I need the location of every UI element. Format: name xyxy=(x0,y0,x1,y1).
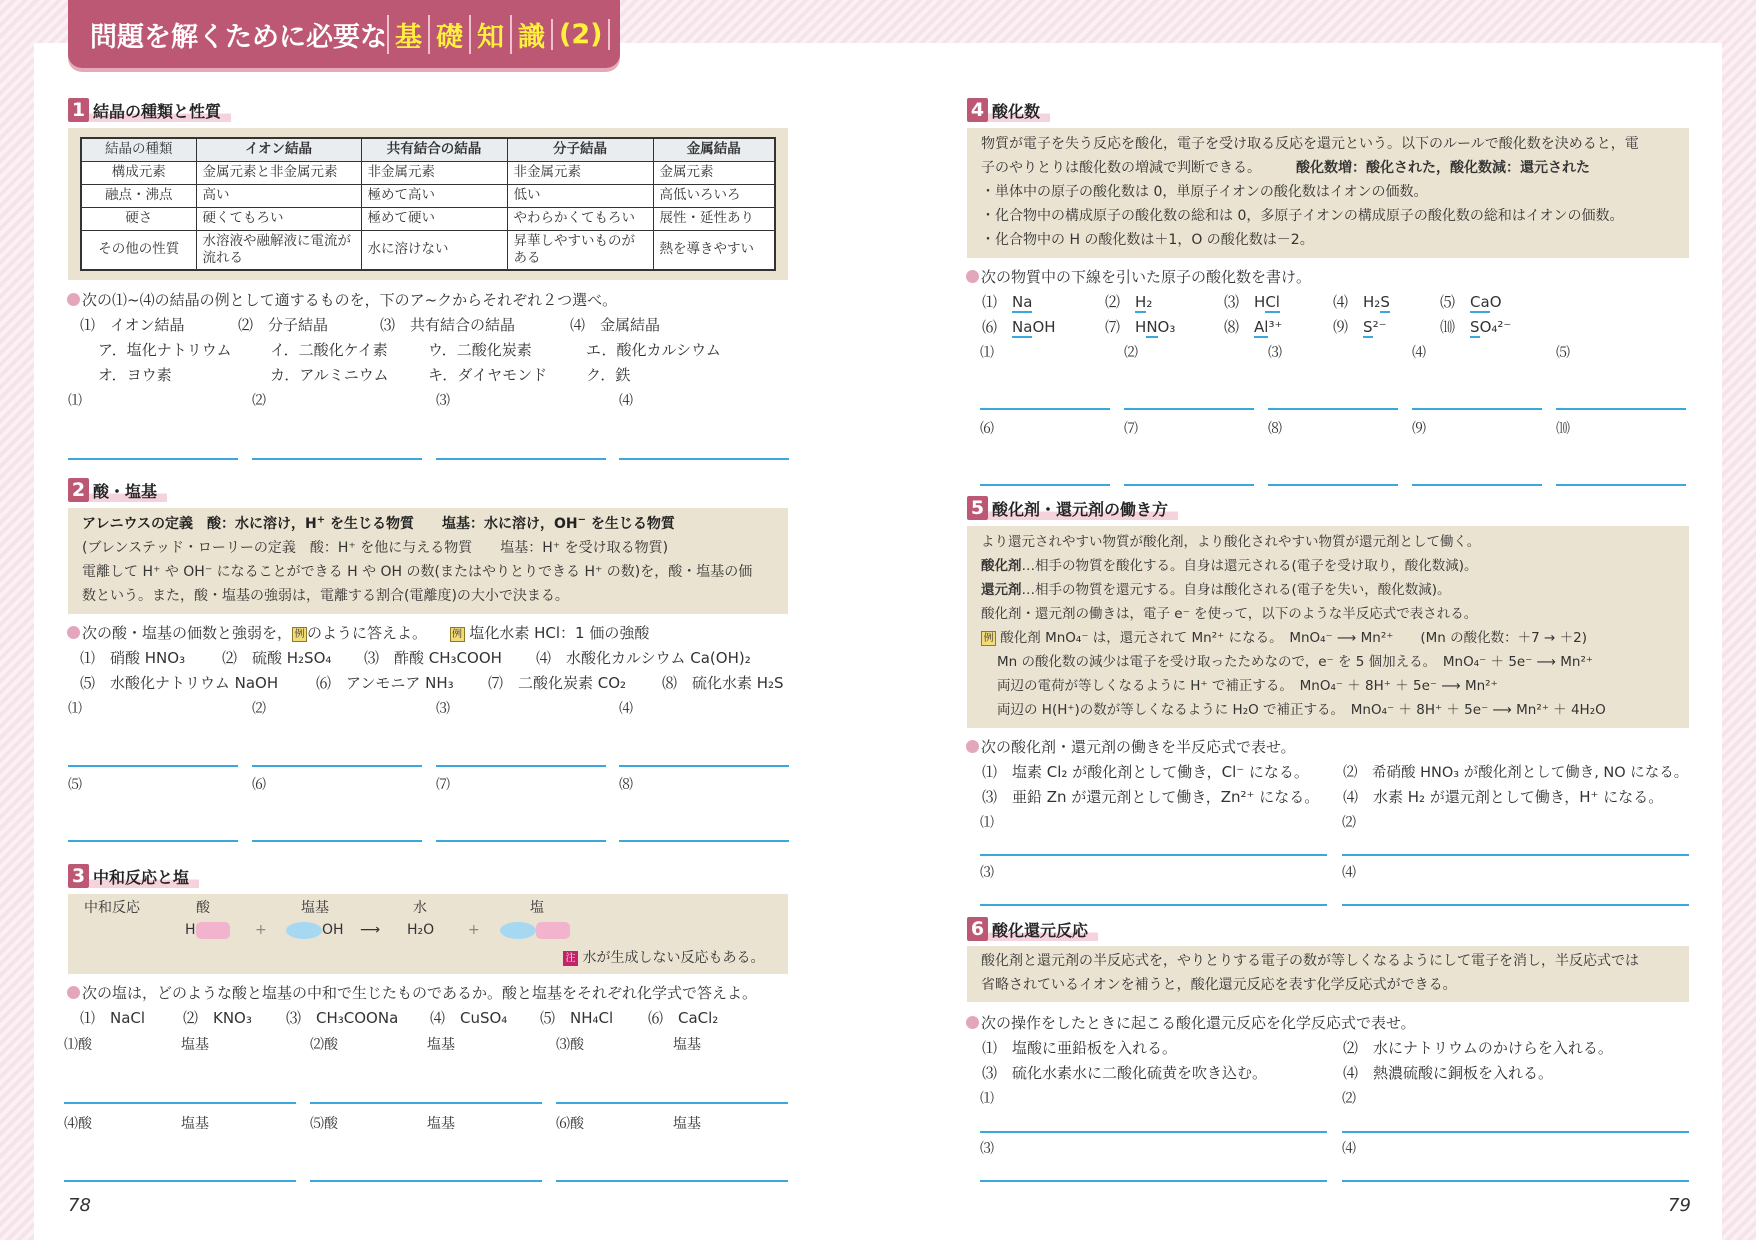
example-line: 両辺の電荷が等しくなるように H⁺ で補正する。 MnO₄⁻ ＋ 8H⁺ ＋ 5e⁻ ⟶ Mn²⁺ xyxy=(997,678,1498,694)
salt-formula xyxy=(500,918,570,942)
h-text: H xyxy=(185,922,196,938)
section-title: 酸・塩基 xyxy=(89,479,167,502)
table-header: 金属結晶 xyxy=(653,138,775,161)
question-text: 次の酸・塩基の価数と強弱を， xyxy=(82,624,293,642)
item: ⑵ 硫酸 H₂SO₄ xyxy=(222,649,332,667)
page-number-right: 79 xyxy=(1668,1195,1691,1216)
section-6-info-box xyxy=(967,946,1689,1002)
choice: カ．アルミニウム xyxy=(270,366,389,384)
item: ⑶ CH₃COONa xyxy=(286,1009,399,1027)
example-mark-icon: 例 xyxy=(450,627,465,642)
acid-label: 酸 xyxy=(196,900,210,916)
answer-label: ⑷ xyxy=(1412,345,1426,361)
arrhenius-definition: アレニウスの定義 酸：水に溶け，H+ を生じる物質 塩基：水に溶け，OH− を生じる物質 xyxy=(82,514,675,532)
bullet-icon xyxy=(966,1016,979,1029)
section-5-question xyxy=(966,736,1296,757)
question-text: 次の塩は，どのような酸と塩基の中和で生じたものであるか。酸と塩基をそれぞれ化学式で答えよ。 xyxy=(82,984,758,1002)
section-2-heading xyxy=(68,478,167,502)
answer-label: ⑻ xyxy=(619,777,633,793)
answer-field[interactable] xyxy=(619,765,789,767)
answer-label: ⑴酸 xyxy=(64,1037,92,1053)
underlined-atom: Na xyxy=(1012,293,1033,311)
table-cell: 極めて高い xyxy=(361,184,507,207)
answer-label: ⑵ xyxy=(1342,1091,1356,1107)
section-6-question xyxy=(966,1012,1416,1033)
item: ⑴ NaCl xyxy=(80,1009,146,1027)
example-line: 両辺の H(H⁺)の数が等しくなるように H₂O で補正する。 MnO₄⁻ ＋ 8H⁺ ＋ 5e⁻ ⟶ Mn²⁺ ＋ 4H₂O xyxy=(997,702,1606,718)
table-header: 分子結晶 xyxy=(507,138,653,161)
table-cell: やわらかくてもろい xyxy=(507,207,653,230)
section-title: 酸化還元反応 xyxy=(988,918,1098,941)
item: ⑺ 二酸化炭素 CO₂ xyxy=(488,674,627,692)
agent-explanation: より還元されやすい物質が酸化剤，より酸化されやすい物質が還元剤として働く。 xyxy=(981,534,1481,550)
answer-label: 塩基 xyxy=(673,1116,701,1132)
plus-sign: + xyxy=(468,922,480,938)
table-cell: 極めて硬い xyxy=(361,207,507,230)
section-number: 2 xyxy=(68,478,89,502)
choice: エ．酸化カルシウム xyxy=(586,341,721,359)
answer-label: ⑴ xyxy=(68,393,82,409)
table-cell: 非金属元素 xyxy=(507,161,653,184)
answer-field[interactable] xyxy=(1268,484,1398,486)
answer-label: ⑵ xyxy=(1124,345,1138,361)
answer-field[interactable] xyxy=(310,1180,542,1182)
item: ⑹ アンモニア NH₃ xyxy=(316,674,454,692)
bullet-icon xyxy=(67,986,80,999)
item xyxy=(1224,316,1282,337)
item: ⑵ KNO₃ xyxy=(183,1009,252,1027)
answer-label: 塩基 xyxy=(673,1037,701,1053)
page-title-banner xyxy=(68,0,620,68)
item: ⑹ CaCl₂ xyxy=(648,1009,719,1027)
section-3-question xyxy=(67,982,757,1003)
section-4-heading xyxy=(967,98,1050,122)
salt-label: 塩 xyxy=(530,900,544,916)
formula-part: O₃ xyxy=(1157,318,1176,336)
item xyxy=(982,291,1032,312)
answer-label: 塩基 xyxy=(181,1037,209,1053)
answer-label: 塩基 xyxy=(427,1116,455,1132)
answer-label: ⑶ xyxy=(436,393,450,409)
answer-field[interactable] xyxy=(980,854,1327,856)
item xyxy=(1333,316,1387,337)
item: ⑵ 水にナトリウムのかけらを入れる。 xyxy=(1343,1039,1613,1057)
item: ⑶ 共有結合の結晶 xyxy=(380,316,516,334)
answer-field[interactable] xyxy=(619,840,789,842)
anion-shape xyxy=(536,922,570,939)
answer-label: ⑶ xyxy=(436,701,450,717)
answer-field[interactable] xyxy=(980,1131,1327,1133)
answer-label: ⑷ xyxy=(1342,865,1356,881)
formula-part: OH xyxy=(1032,318,1056,336)
section-5-heading xyxy=(967,496,1178,520)
answer-field[interactable] xyxy=(1342,904,1689,906)
choice: オ．ヨウ素 xyxy=(98,366,172,384)
table-cell: 金属元素 xyxy=(653,161,775,184)
answer-label: ⑵酸 xyxy=(310,1037,338,1053)
formula-part: ₂ xyxy=(1146,293,1153,311)
answer-field[interactable] xyxy=(68,765,238,767)
valence-explanation: 電離して H⁺ や OH⁻ になることができる H や OH の数(またはやりとりできる H⁺ の数)を，酸・塩基の価 xyxy=(82,564,753,580)
item: ⑶ 酢酸 CH₃COOH xyxy=(364,649,502,667)
base-label: 塩基 xyxy=(301,900,329,916)
section-2-question xyxy=(67,622,649,643)
answer-field[interactable] xyxy=(1412,408,1542,410)
table-header: イオン結晶 xyxy=(196,138,361,161)
banner-prefix: 問題を解くために必要な xyxy=(90,21,387,53)
rule: ・単体中の原子の酸化数は 0，単原子イオンの酸化数はイオンの価数。 xyxy=(981,184,1428,200)
answer-field[interactable] xyxy=(64,1180,296,1182)
text: を生じる物質 塩基：水に溶け，OH xyxy=(330,516,578,532)
answer-label: ⑸ xyxy=(68,777,82,793)
rule-highlight: 酸化数増：酸化された，酸化数減：還元された xyxy=(1296,160,1590,176)
example-mark-icon: 例 xyxy=(292,627,307,642)
answer-label: 塩基 xyxy=(427,1037,455,1053)
underlined-atom: S xyxy=(1363,318,1373,336)
table-cell: 水溶液や融解液に電流が流れる xyxy=(196,230,361,270)
choice: イ．二酸化ケイ素 xyxy=(270,341,388,359)
section-title: 酸化剤・還元剤の働き方 xyxy=(988,497,1178,520)
item: ⑴ イオン結晶 xyxy=(80,316,185,334)
answer-label: 塩基 xyxy=(181,1116,209,1132)
choice: キ．ダイヤモンド xyxy=(428,366,548,384)
answer-field[interactable] xyxy=(310,1102,542,1104)
bullet-icon xyxy=(67,626,80,639)
item xyxy=(1333,291,1390,312)
underlined-atom: Na xyxy=(1012,318,1033,336)
text: アレニウスの定義 酸：水に溶け，H xyxy=(82,516,317,532)
section-6-heading xyxy=(967,917,1098,941)
underlined-atom: N xyxy=(1146,318,1158,336)
formula-part: O₄²⁻ xyxy=(1479,318,1512,336)
acid-formula xyxy=(185,918,230,942)
answer-field[interactable] xyxy=(556,1180,788,1182)
table-cell: 水に溶けない xyxy=(361,230,507,270)
example-mark-icon: 例 xyxy=(981,631,996,646)
base-cation-shape xyxy=(286,922,322,939)
text: 子のやりとりは酸化数の増減で判断できる。 xyxy=(981,160,1254,176)
answer-field[interactable] xyxy=(1412,484,1542,486)
table-row xyxy=(81,161,775,184)
table-row xyxy=(81,207,775,230)
item: ⑷ 水素 H₂ が還元剤として働き，H⁺ になる。 xyxy=(1343,788,1664,806)
section-4-question xyxy=(966,266,1311,287)
question-text: 次の⑴~⑷の結晶の例として適するものを，下のア~クからそれぞれ２つ選べ。 xyxy=(82,291,618,309)
answer-label: ⑵ xyxy=(252,393,266,409)
plus-sign: + xyxy=(255,922,267,938)
question-text: 次の操作をしたときに起こる酸化還元反応を化学反応式で表せ。 xyxy=(981,1014,1416,1032)
answer-label: ⑷ xyxy=(1342,1141,1356,1157)
water-label: 水 xyxy=(413,900,427,916)
bullet-icon xyxy=(67,293,80,306)
redox-explanation: 省略されているイオンを補うと，酸化還元反応を表す化学反応式ができる。 xyxy=(981,977,1457,993)
item: ⑶ 亜鉛 Zn が還元剤として働き，Zn²⁺ になる。 xyxy=(982,788,1320,806)
item xyxy=(1105,316,1175,337)
answer-field[interactable] xyxy=(68,458,238,460)
item: ⑷ 熱濃硫酸に銅板を入れる。 xyxy=(1343,1064,1554,1082)
rule: ・化合物中の H の酸化数は＋1，O の酸化数は－2。 xyxy=(981,232,1314,248)
table-cell: 熱を導きやすい xyxy=(653,230,775,270)
table-cell: 金属元素と非金属元素 xyxy=(196,161,361,184)
table-cell: 高い xyxy=(196,184,361,207)
table-cell: 融点・沸点 xyxy=(81,184,196,207)
table-cell: 非金属元素 xyxy=(361,161,507,184)
answer-field[interactable] xyxy=(68,840,238,842)
term: 還元剤 xyxy=(981,582,1022,598)
answer-label: ⑶ xyxy=(1268,345,1282,361)
formula-part: ³⁺ xyxy=(1268,318,1283,336)
answer-label: ⑵ xyxy=(252,701,266,717)
valence-explanation: 数という。また，酸・塩基の強弱は，電離する割合(電離度)の大小で決まる。 xyxy=(82,588,569,604)
example-line xyxy=(981,626,1675,650)
section-title: 結晶の種類と性質 xyxy=(89,99,231,122)
answer-label: ⑷ xyxy=(619,701,633,717)
example-text: 塩化水素 HCl：1 価の強酸 xyxy=(469,624,650,642)
item: ⑶ 硫化水素水に二酸化硫黄を吹き込む。 xyxy=(982,1064,1268,1082)
answer-label: ⑴ xyxy=(980,345,994,361)
table-cell: 硬くてもろい xyxy=(196,207,361,230)
choice: ウ．二酸化炭素 xyxy=(428,341,532,359)
item: ⑷ 金属結晶 xyxy=(570,316,661,334)
item-number: ⑴ xyxy=(982,293,998,311)
answer-label: ⑴ xyxy=(980,1091,994,1107)
underlined-atom: H xyxy=(1135,293,1147,311)
section-number: 5 xyxy=(967,496,988,520)
item: ⑵ 分子結晶 xyxy=(238,316,329,334)
section-1-heading xyxy=(68,98,231,122)
underlined-atom: Cl xyxy=(1265,293,1280,311)
answer-field[interactable] xyxy=(1556,408,1686,410)
item-number: ⑹ xyxy=(982,318,998,336)
oxidation-explanation xyxy=(981,156,1675,180)
item-number: ⑺ xyxy=(1105,318,1121,336)
answer-label: ⑷酸 xyxy=(64,1116,92,1132)
item: ⑴ 塩素 Cl₂ が酸化剤として働き，Cl⁻ になる。 xyxy=(982,763,1309,781)
bullet-icon xyxy=(966,740,979,753)
table-cell: 展性・延性あり xyxy=(653,207,775,230)
answer-field[interactable] xyxy=(1124,408,1254,410)
section-5-info-box xyxy=(967,526,1689,728)
table-cell: 構成元素 xyxy=(81,161,196,184)
item-number: ⑷ xyxy=(1333,293,1349,311)
choice: ク．鉄 xyxy=(586,366,631,384)
base-formula xyxy=(286,918,344,942)
answer-field[interactable] xyxy=(1342,1131,1689,1133)
answer-label: ⑶酸 xyxy=(556,1037,584,1053)
item: ⑻ 硫化水素 H₂S xyxy=(662,674,784,692)
example-line: Mn の酸化数の減少は電子を受け取ったためなので，e⁻ を 5 個加える。 MnO₄⁻ ＋ 5e⁻ ⟶ Mn²⁺ xyxy=(997,654,1594,670)
choice: ア．塩化ナトリウム xyxy=(98,341,232,359)
item-number: ⑶ xyxy=(1224,293,1240,311)
section-number: 1 xyxy=(68,98,89,122)
item-number: ⑽ xyxy=(1440,318,1456,336)
answer-label: ⑺ xyxy=(436,777,450,793)
crystal-types-table xyxy=(80,137,776,271)
answer-label: ⑸ xyxy=(1556,345,1570,361)
answer-field[interactable] xyxy=(436,458,606,460)
page-number-left: 78 xyxy=(68,1195,91,1216)
cation-shape xyxy=(500,922,536,939)
table-cell: 高低いろいろ xyxy=(653,184,775,207)
item xyxy=(1440,291,1502,312)
answer-label: ⑻ xyxy=(1268,421,1282,437)
item xyxy=(1224,291,1280,312)
text: を生じる物質 xyxy=(590,516,675,532)
question-text: のように答えよ。 xyxy=(307,624,420,642)
answer-label: ⑸酸 xyxy=(310,1116,338,1132)
item xyxy=(1440,316,1511,337)
item: ⑴ 塩酸に亜鉛板を入れる。 xyxy=(982,1039,1178,1057)
answer-field[interactable] xyxy=(252,458,422,460)
answer-field[interactable] xyxy=(64,1102,296,1104)
underlined-atom: S xyxy=(1380,293,1390,311)
question-text: 次の酸化剤・還元剤の働きを半反応式で表せ。 xyxy=(981,738,1296,756)
item-number: ⑼ xyxy=(1333,318,1349,336)
table-cell: 硬さ xyxy=(81,207,196,230)
answer-field[interactable] xyxy=(556,1102,788,1104)
neutralization-diagram xyxy=(68,894,788,974)
oxidizing-agent-definition xyxy=(981,554,1675,578)
item xyxy=(982,316,1056,337)
formula-part: O xyxy=(1489,293,1502,311)
answer-label: ⑵ xyxy=(1342,815,1356,831)
formula-part: H₂ xyxy=(1363,293,1381,311)
section-number: 3 xyxy=(68,864,89,888)
section-1-question xyxy=(67,289,617,310)
answer-field[interactable] xyxy=(619,458,789,460)
answer-label: ⑶ xyxy=(980,1141,994,1157)
item: ⑷ CuSO₄ xyxy=(430,1009,508,1027)
answer-field[interactable] xyxy=(252,840,422,842)
answer-field[interactable] xyxy=(980,1180,1327,1182)
table-row xyxy=(81,230,775,270)
answer-field[interactable] xyxy=(980,904,1327,906)
rule: ・化合物中の構成原子の酸化数の総和は 0，多原子イオンの構成原子の酸化数の総和はイオンの価数。 xyxy=(981,208,1624,224)
answer-label: ⑷ xyxy=(619,393,633,409)
underlined-atom: Ca xyxy=(1470,293,1490,311)
table-cell: 低い xyxy=(507,184,653,207)
answer-label: ⑹酸 xyxy=(556,1116,584,1132)
item: ⑵ 希硝酸 HNO₃ が酸化剤として働き, NO になる。 xyxy=(1343,765,1689,781)
answer-field[interactable] xyxy=(1342,1180,1689,1182)
banner-keyword: 識 xyxy=(510,15,551,54)
note-text: 水が生成しない反応もある。 xyxy=(582,950,765,966)
table-header: 共有結合の結晶 xyxy=(361,138,507,161)
table-cell: その他の性質 xyxy=(81,230,196,270)
answer-label: ⑽ xyxy=(1556,421,1570,437)
answer-field[interactable] xyxy=(980,408,1110,410)
formula-part: H xyxy=(1135,318,1147,336)
table-header-row xyxy=(81,138,775,161)
underlined-atom: Al xyxy=(1254,318,1269,336)
item: ⑸ NH₄Cl xyxy=(540,1009,614,1027)
answer-label: ⑺ xyxy=(1124,421,1138,437)
section-3-heading xyxy=(68,864,199,888)
text: …相手の物質を還元する。自身は酸化される(電子を失い，酸化数減)。 xyxy=(1021,582,1451,598)
item: ⑸ 水酸化ナトリウム NaOH xyxy=(80,674,279,692)
water-formula: H₂O xyxy=(407,922,435,938)
answer-label: ⑴ xyxy=(980,815,994,831)
bronsted-definition: (ブレンステッド・ローリーの定義 酸：H⁺ を他に与える物質 塩基：H⁺ を受け取る物質) xyxy=(82,540,669,556)
diagram-label: 中和反応 xyxy=(84,900,140,916)
answer-field[interactable] xyxy=(1124,484,1254,486)
section-title: 中和反応と塩 xyxy=(89,865,199,888)
answer-field[interactable] xyxy=(252,765,422,767)
reducing-agent-definition xyxy=(981,578,1675,602)
bullet-icon xyxy=(966,270,979,283)
arrow-icon: ⟶ xyxy=(360,922,381,938)
item-number: ⑸ xyxy=(1440,293,1456,311)
section-number: 6 xyxy=(967,917,988,941)
formula-part: ²⁻ xyxy=(1372,318,1387,336)
answer-field[interactable] xyxy=(980,484,1110,486)
section-title: 酸化数 xyxy=(988,99,1050,122)
section-2-info-box xyxy=(68,508,788,614)
redox-explanation: 酸化剤と還元剤の半反応式を，やりとりする電子の数が等しくなるようにして電子を消し，半反応式では xyxy=(981,953,1639,969)
item: ⑷ 水酸化カルシウム Ca(OH)₂ xyxy=(536,649,751,667)
item xyxy=(1105,291,1152,312)
table-cell: 昇華しやすいものがある xyxy=(507,230,653,270)
item: ⑴ 硝酸 HNO₃ xyxy=(80,649,186,667)
banner-keyword: 礎 xyxy=(428,15,469,54)
item-number: ⑵ xyxy=(1105,293,1121,311)
half-reaction-intro: 酸化剤・還元剤の働きは，電子 e⁻ を使って，以下のような半反応式で表される。 xyxy=(981,606,1478,622)
answer-field[interactable] xyxy=(436,765,606,767)
question-text: 次の物質中の下線を引いた原子の酸化数を書け。 xyxy=(981,268,1312,286)
acid-anion-shape xyxy=(196,922,230,939)
answer-field[interactable] xyxy=(436,840,606,842)
section-4-info-box xyxy=(967,128,1689,258)
item-number: ⑻ xyxy=(1224,318,1240,336)
table-row xyxy=(81,184,775,207)
banner-keyword: (2) xyxy=(551,19,610,50)
banner-keyword: 知 xyxy=(469,15,510,54)
answer-label: ⑴ xyxy=(68,701,82,717)
answer-label: ⑼ xyxy=(1412,421,1426,437)
answer-field[interactable] xyxy=(1556,484,1686,486)
oh-text: OH xyxy=(322,922,344,938)
oxidation-explanation: 物質が電子を失う反応を酸化，電子を受け取る反応を還元という。以下のルールで酸化数を決めると，電 xyxy=(981,136,1639,152)
table-header: 結晶の種類 xyxy=(81,138,196,161)
answer-label: ⑶ xyxy=(980,865,994,881)
note-mark-icon: 注 xyxy=(563,951,578,966)
text: 酸化剤 MnO₄⁻ は，還元されて Mn²⁺ になる。 MnO₄⁻ ⟶ Mn²⁺ (Mn の酸化数：＋7 → ＋2) xyxy=(1000,630,1587,646)
answer-label: ⑹ xyxy=(252,777,266,793)
answer-field[interactable] xyxy=(1342,854,1689,856)
answer-field[interactable] xyxy=(1268,408,1398,410)
text: …相手の物質を酸化する。自身は還元される(電子を受け取り，酸化数減)。 xyxy=(1021,558,1478,574)
formula-part: H xyxy=(1254,293,1266,311)
banner-keyword: 基 xyxy=(387,15,428,54)
note xyxy=(563,946,764,970)
term: 酸化剤 xyxy=(981,558,1022,574)
answer-label: ⑹ xyxy=(980,421,994,437)
section-number: 4 xyxy=(967,98,988,122)
underlined-atom: S xyxy=(1470,318,1480,336)
